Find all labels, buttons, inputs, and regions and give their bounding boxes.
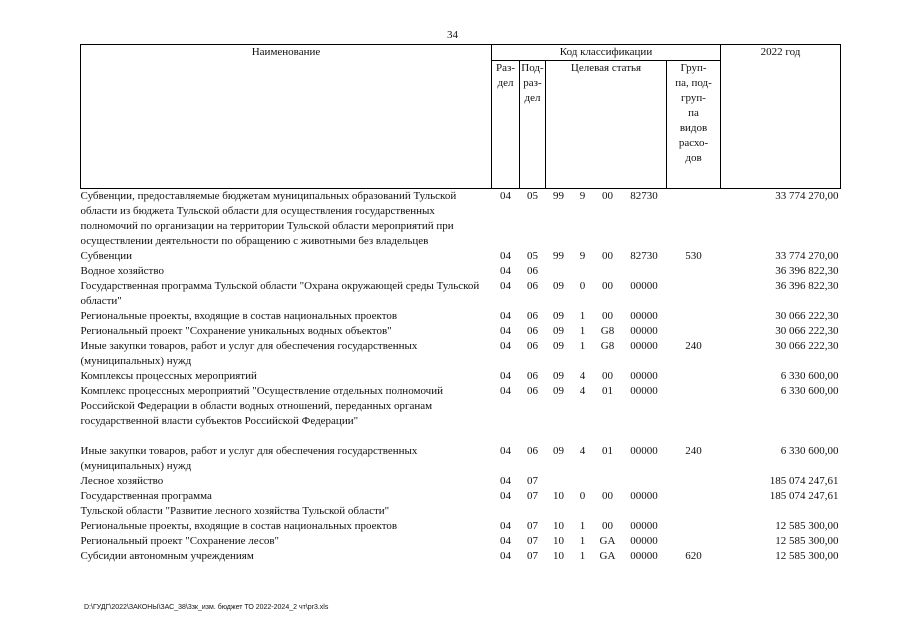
section-code: 04 (500, 340, 511, 352)
subsection-code: 05 (527, 190, 538, 202)
table-row (81, 264, 841, 279)
row-name: Региональные проекты, входящие в состав национальных проектов (80, 520, 398, 532)
subsection-code: 06 (527, 370, 538, 382)
subsection-code: 06 (527, 340, 538, 352)
event-code: 00 (602, 520, 613, 532)
table-row (81, 279, 841, 309)
table-row (81, 369, 841, 384)
row-name: Лесное хозяйство (80, 475, 164, 487)
subsection-code: 07 (527, 550, 538, 562)
program-code: 09 (553, 445, 564, 457)
subprogram-code: 1 (579, 340, 586, 352)
program-code: 10 (553, 535, 564, 547)
subprogram-code (572, 474, 594, 489)
subprogram-code: 4 (579, 370, 586, 382)
event-code: 00 (602, 280, 613, 292)
direction-code: 00000 (630, 445, 658, 457)
expense-group-code (667, 474, 721, 489)
event-code (594, 474, 622, 489)
expense-group-code (667, 309, 721, 324)
amount-2022: 12 585 300,00 (775, 550, 839, 562)
header-classification: Код классификации (492, 45, 721, 61)
program-code: 09 (553, 370, 564, 382)
event-code: 00 (602, 190, 613, 202)
row-name: Субвенции (80, 250, 133, 262)
subprogram-code: 1 (579, 310, 586, 322)
program-code: 09 (553, 385, 564, 397)
direction-code: 00000 (630, 310, 658, 322)
table-row (81, 489, 841, 519)
table-row (81, 549, 841, 564)
table-row (81, 339, 841, 369)
expense-group-code: 240 (685, 445, 702, 457)
section-code: 04 (500, 325, 511, 337)
expense-group-code (667, 324, 721, 339)
table-row (81, 309, 841, 324)
section-code: 04 (500, 550, 511, 562)
row-name: Иные закупки товаров, работ и услуг для обеспечения государственных (муниципальных) нужд (80, 340, 418, 367)
row-name: Субсидии автономным учреждениям (80, 550, 254, 562)
expense-group-code (667, 519, 721, 534)
direction-code: 82730 (630, 250, 658, 262)
amount-2022: 6 330 600,00 (780, 385, 839, 397)
direction-code: 82730 (630, 190, 658, 202)
event-code: 00 (602, 370, 613, 382)
table-row (81, 534, 841, 549)
subprogram-code: 4 (579, 445, 586, 457)
amount-2022: 30 066 222,30 (775, 310, 839, 322)
direction-code: 00000 (630, 535, 658, 547)
row-name: Водное хозяйство (80, 265, 164, 277)
row-name: Региональный проект "Сохранение уникальных водных объектов" (80, 325, 392, 337)
header-subsection: Под- раз- дел (520, 61, 546, 189)
section-code: 04 (500, 490, 511, 502)
table-row (81, 384, 841, 429)
header-name: Наименование (81, 45, 492, 189)
expense-group-code (667, 489, 721, 519)
expense-group-code (667, 279, 721, 309)
expense-group-code (667, 264, 721, 279)
budget-table (80, 44, 841, 564)
event-code: G8 (600, 325, 615, 337)
direction-code: 00000 (630, 550, 658, 562)
expense-group-code: 620 (685, 550, 702, 562)
section-code: 04 (500, 280, 511, 292)
expense-group-code (667, 369, 721, 384)
section-code: 04 (500, 520, 511, 532)
subsection-code: 06 (527, 445, 538, 457)
expense-group-code: 240 (685, 340, 702, 352)
subprogram-code: 1 (579, 520, 586, 532)
section-code: 04 (500, 250, 511, 262)
direction-code: 00000 (630, 280, 658, 292)
amount-2022: 185 074 247,61 (769, 490, 839, 502)
amount-2022: 12 585 300,00 (775, 535, 839, 547)
program-code: 10 (553, 520, 564, 532)
subsection-code: 07 (527, 520, 538, 532)
program-code: 09 (553, 325, 564, 337)
row-name: Государственная программа Тульской области "Развитие лесного хозяйства Тульской области" (80, 490, 390, 517)
program-code: 99 (553, 190, 564, 202)
file-path-footer: D:\ГУДГ\2022\ЗАКОНЫ\ЗАС_38\3зк_изм. бюджет ТО 2022-2024_2 чт\pr3.xls (84, 604, 329, 611)
program-code: 10 (553, 490, 564, 502)
direction-code: 00000 (630, 340, 658, 352)
expense-group-code (667, 384, 721, 429)
row-name: Субвенции, предоставляемые бюджетам муниципальных образований Тульской области из бюджета Тульской области для осуществления государственных полномочий по организации на территории Тульской области мероприятий при осуществлении деятельности по обращению с животными без владельцев (80, 190, 457, 247)
header-section: Раз- дел (492, 61, 520, 189)
subsection-code: 06 (527, 325, 538, 337)
event-code: GA (599, 550, 616, 562)
amount-2022: 6 330 600,00 (780, 445, 839, 457)
table-row (81, 519, 841, 534)
program-code: 09 (553, 340, 564, 352)
section-code: 04 (500, 385, 511, 397)
event-code: 01 (602, 385, 613, 397)
amount-2022: 12 585 300,00 (775, 520, 839, 532)
direction-code (622, 264, 667, 279)
subprogram-code: 1 (579, 550, 586, 562)
program-code: 09 (553, 280, 564, 292)
amount-2022: 33 774 270,00 (775, 190, 839, 202)
program-code: 10 (553, 550, 564, 562)
header-expense-group: Груп- па, под- груп- па видов расхо- дов (667, 61, 721, 189)
subsection-code: 07 (527, 490, 538, 502)
row-name: Иные закупки товаров, работ и услуг для обеспечения государственных (муниципальных) нужд (80, 445, 418, 472)
subsection-code: 06 (527, 310, 538, 322)
section-code: 04 (500, 445, 511, 457)
amount-2022: 30 066 222,30 (775, 340, 839, 352)
program-code: 99 (553, 250, 564, 262)
subsection-code: 06 (527, 385, 538, 397)
expense-group-code (667, 189, 721, 250)
row-name: Комплекс процессных мероприятий "Осуществление отдельных полномочий Российской Федерации в области водных отношений, переданных органам государственной власти субъектов Российской Федерации" (80, 385, 443, 427)
direction-code (622, 474, 667, 489)
event-code: 01 (602, 445, 613, 457)
subprogram-code: 1 (579, 535, 586, 547)
program-code: 09 (553, 310, 564, 322)
table-row (81, 249, 841, 264)
event-code: 00 (602, 250, 613, 262)
program-code (546, 264, 572, 279)
table-row (81, 444, 841, 474)
section-code: 04 (500, 370, 511, 382)
subsection-code: 06 (527, 265, 538, 277)
header-target-article: Целевая статья (546, 61, 667, 189)
direction-code: 00000 (630, 370, 658, 382)
event-code (594, 264, 622, 279)
table-body (81, 189, 841, 565)
direction-code: 00000 (630, 325, 658, 337)
section-code: 04 (500, 535, 511, 547)
amount-2022: 30 066 222,30 (775, 325, 839, 337)
direction-code: 00000 (630, 385, 658, 397)
section-code: 04 (500, 310, 511, 322)
subprogram-code: 4 (579, 385, 586, 397)
row-name: Региональные проекты, входящие в состав национальных проектов (80, 310, 398, 322)
page-number: 34 (447, 29, 458, 41)
section-code: 04 (500, 265, 511, 277)
subsection-code: 07 (527, 475, 538, 487)
subprogram-code: 9 (579, 250, 586, 262)
subsection-code: 07 (527, 535, 538, 547)
amount-2022: 6 330 600,00 (780, 370, 839, 382)
program-code (546, 474, 572, 489)
amount-2022: 33 774 270,00 (775, 250, 839, 262)
amount-2022: 36 396 822,30 (775, 280, 839, 292)
amount-2022: 185 074 247,61 (769, 475, 839, 487)
subprogram-code: 0 (579, 280, 586, 292)
subprogram-code (572, 264, 594, 279)
row-name: Государственная программа Тульской области "Охрана окружающей среды Тульской области" (80, 280, 480, 307)
event-code: G8 (600, 340, 615, 352)
subprogram-code: 1 (579, 325, 586, 337)
row-spacer (81, 429, 841, 444)
direction-code: 00000 (630, 520, 658, 532)
amount-2022: 36 396 822,30 (775, 265, 839, 277)
event-code: 00 (602, 310, 613, 322)
table-row (81, 474, 841, 489)
subprogram-code: 9 (579, 190, 586, 202)
subsection-code: 06 (527, 280, 538, 292)
row-name: Комплексы процессных мероприятий (80, 370, 257, 382)
expense-group-code (667, 534, 721, 549)
direction-code: 00000 (630, 490, 658, 502)
table-row (81, 189, 841, 250)
header-year: 2022 год (721, 45, 841, 189)
table-row (81, 324, 841, 339)
event-code: 00 (602, 490, 613, 502)
row-name: Региональный проект "Сохранение лесов" (80, 535, 280, 547)
section-code: 04 (500, 190, 511, 202)
subsection-code: 05 (527, 250, 538, 262)
expense-group-code: 530 (685, 250, 702, 262)
section-code: 04 (500, 475, 511, 487)
event-code: GA (599, 535, 616, 547)
subprogram-code: 0 (579, 490, 586, 502)
